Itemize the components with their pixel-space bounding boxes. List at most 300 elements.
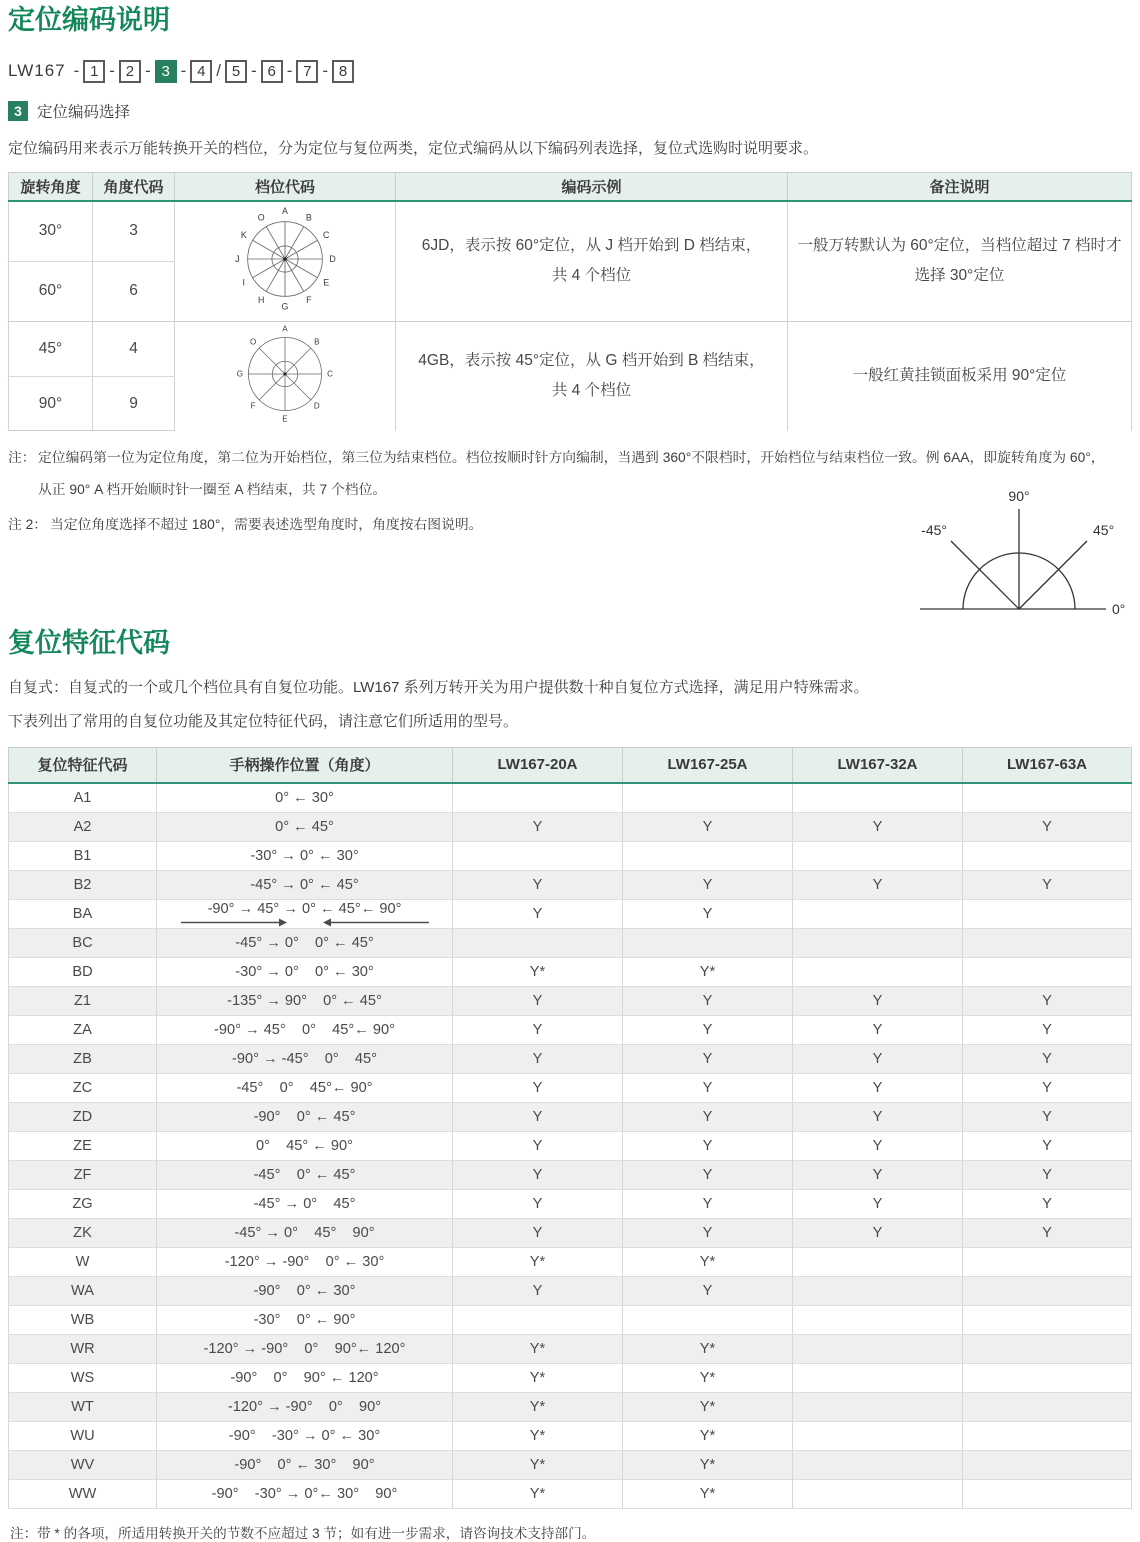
- handle-position-cell: [157, 1102, 453, 1131]
- applicable-cell-63a: [963, 1334, 1132, 1363]
- applicable-cell-25a: Y*: [623, 1363, 793, 1392]
- remark-line1: 一般万转默认为 60°定位，当档位超过 7 档时才: [797, 237, 1122, 255]
- handle-position-cell: [157, 986, 453, 1015]
- handle-position-text: -45° → 0° 0° ← 45°: [235, 934, 374, 951]
- applicable-cell-63a: Y: [963, 1073, 1132, 1102]
- reset-code-cell: ZB: [9, 1044, 157, 1073]
- dial-position-label: B: [305, 212, 312, 223]
- applicable-cell-25a: [623, 783, 793, 813]
- handle-position-cell: [157, 783, 453, 813]
- applicable-cell-20a: Y*: [453, 1421, 623, 1450]
- applicable-cell-20a: Y: [453, 986, 623, 1015]
- applicable-cell-63a: Y: [963, 1044, 1132, 1073]
- handle-position-cell: [157, 1131, 453, 1160]
- applicable-cell-63a: [963, 1247, 1132, 1276]
- angle-code-4: 4: [93, 321, 175, 376]
- reset-code-cell: WA: [9, 1276, 157, 1305]
- handle-position-cell: [157, 957, 453, 986]
- reset-code-cell: A2: [9, 812, 157, 841]
- note1-label: 注：: [8, 450, 36, 466]
- handle-position-cell: [157, 1160, 453, 1189]
- applicable-cell-32a: Y: [793, 1073, 963, 1102]
- reset-code-cell: Z1: [9, 986, 157, 1015]
- dial-position-label: F: [250, 401, 256, 411]
- angle-code-9: 9: [93, 376, 175, 430]
- dial-position-label: I: [242, 277, 246, 288]
- model-separator: -: [322, 61, 329, 81]
- applicable-cell-20a: Y: [453, 1044, 623, 1073]
- applicable-cell-32a: [793, 1392, 963, 1421]
- reset-code-cell: B1: [9, 841, 157, 870]
- applicable-cell-20a: [453, 783, 623, 813]
- dial-position-label: K: [240, 229, 247, 240]
- reset-code-cell: WU: [9, 1421, 157, 1450]
- table2-header-row: [9, 747, 1132, 783]
- col-header-code-example: 编码示例: [396, 172, 788, 201]
- col-header-lw167-20a: LW167-20A: [453, 747, 623, 783]
- reset-code-cell: ZD: [9, 1102, 157, 1131]
- applicable-cell-25a: Y*: [623, 1450, 793, 1479]
- angle-reference-diagram: [914, 475, 1130, 627]
- code-example-4gb: [396, 321, 788, 431]
- handle-position-text: -120° → -90° 0° 90°← 120°: [203, 1340, 406, 1357]
- handle-position-text: -90° → -45° 0° 45°: [231, 1050, 378, 1067]
- applicable-cell-25a: Y: [623, 1073, 793, 1102]
- applicable-cell-32a: Y: [793, 986, 963, 1015]
- applicable-cell-20a: [453, 841, 623, 870]
- handle-position-text: -30° → 0° 0° ← 30°: [235, 963, 374, 980]
- handle-position-text: -90° 0° ← 45°: [253, 1108, 356, 1125]
- col-header-rotation-angle: 旋转角度: [9, 172, 93, 201]
- model-separator: -: [180, 61, 187, 81]
- dial-position-label: E: [282, 414, 288, 424]
- applicable-cell-32a: [793, 1247, 963, 1276]
- handle-position-cell: [157, 1247, 453, 1276]
- applicable-cell-63a: [963, 1450, 1132, 1479]
- applicable-cell-63a: [963, 1305, 1132, 1334]
- handle-position-cell: [157, 1073, 453, 1102]
- applicable-cell-32a: [793, 1479, 963, 1508]
- applicable-cell-20a: Y: [453, 870, 623, 899]
- applicable-cell-63a: Y: [963, 1131, 1132, 1160]
- applicable-cell-63a: Y: [963, 1189, 1132, 1218]
- dial-position-label: D: [329, 253, 336, 264]
- handle-position-text: -45° 0° 45°← 90°: [236, 1079, 373, 1096]
- applicable-cell-20a: Y: [453, 1276, 623, 1305]
- table-row: [9, 1131, 1132, 1160]
- table1-row: [9, 201, 1132, 262]
- section2-paragraph1: 自复式：自复式的一个或几个档位具有自复位功能。LW167 系列万转开关为用户提供数十种自复位方式选择，满足用户特殊需求。: [8, 678, 869, 696]
- rotation-angle-45: 45°: [9, 321, 93, 376]
- dial-12-position-diagram: [175, 201, 396, 322]
- section2-paragraph2: 下表列出了常用的自复位功能及其定位特征代码，请注意它们所适用的型号。: [8, 712, 519, 730]
- table-row: [9, 1334, 1132, 1363]
- applicable-cell-32a: Y: [793, 812, 963, 841]
- note2-text: 当定位角度选择不超过 180°，需要表述选型角度时，角度按右图说明。: [50, 516, 483, 532]
- model-part: [177, 60, 213, 83]
- dial-position-label: F: [306, 294, 312, 305]
- reset-code-cell: ZK: [9, 1218, 157, 1247]
- col-header-angle-code: 角度代码: [93, 172, 175, 201]
- applicable-cell-32a: [793, 1334, 963, 1363]
- reset-code-cell: ZG: [9, 1189, 157, 1218]
- example-line2: 共 4 个档位: [551, 267, 632, 285]
- model-part: [70, 60, 106, 83]
- applicable-cell-63a: [963, 1421, 1132, 1450]
- handle-position-text: -90° -30° → 0° ← 30°: [228, 1427, 381, 1444]
- model-separator: -: [251, 61, 257, 81]
- handle-position-text: -90° 0° 90° ← 120°: [230, 1369, 379, 1386]
- angle-code-3: 3: [93, 201, 175, 262]
- applicable-cell-25a: Y*: [623, 957, 793, 986]
- dial-8-icon: [233, 323, 337, 425]
- applicable-cell-32a: [793, 841, 963, 870]
- col-header-remark: 备注说明: [788, 172, 1132, 201]
- note1-line2: 从正 90° A 档开始顺时针一圈至 A 档结束，共 7 个档位。: [38, 481, 387, 497]
- model-digit-box: 6: [261, 60, 283, 83]
- section-number-badge: 3: [8, 101, 28, 121]
- table-row: [9, 1421, 1132, 1450]
- model-part: [105, 60, 141, 83]
- applicable-cell-20a: Y*: [453, 1247, 623, 1276]
- applicable-cell-20a: Y: [453, 812, 623, 841]
- dial-position-label: D: [313, 401, 320, 411]
- handle-position-cell: [157, 1392, 453, 1421]
- applicable-cell-20a: Y: [453, 1073, 623, 1102]
- col-header-reset-code: 复位特征代码: [9, 747, 157, 783]
- applicable-cell-25a: Y*: [623, 1392, 793, 1421]
- handle-position-text: -135° → 90° 0° ← 45°: [227, 992, 382, 1009]
- example-line1: 4GB，表示按 45°定位，从 G 档开始到 B 档结束，: [418, 352, 765, 370]
- applicable-cell-32a: [793, 957, 963, 986]
- applicable-cell-20a: [453, 928, 623, 957]
- dial-position-label: E: [323, 277, 330, 288]
- applicable-cell-63a: [963, 899, 1132, 928]
- col-header-lw167-32a: LW167-32A: [793, 747, 963, 783]
- model-digit-box-highlighted: 3: [155, 60, 177, 83]
- positioning-code-table: [8, 172, 1132, 432]
- handle-position-text: -90° → 45° 0° 45°← 90°: [214, 1021, 395, 1038]
- table-row: [9, 1015, 1132, 1044]
- applicable-cell-25a: Y: [623, 812, 793, 841]
- applicable-cell-20a: Y*: [453, 1363, 623, 1392]
- model-digit-box: 1: [83, 60, 105, 83]
- applicable-cell-63a: [963, 1392, 1132, 1421]
- applicable-cell-20a: Y*: [453, 1392, 623, 1421]
- model-part-list: [70, 60, 354, 83]
- remark-line1: 一般红黄挂锁面板采用 90°定位: [852, 367, 1067, 385]
- model-separator: /: [216, 61, 222, 81]
- reset-code-cell: BC: [9, 928, 157, 957]
- model-part: [212, 60, 247, 83]
- applicable-cell-25a: Y: [623, 1160, 793, 1189]
- model-part: [318, 60, 354, 83]
- model-separator: -: [286, 61, 293, 81]
- note2-label: 注 2：: [8, 516, 48, 532]
- table-row: [9, 1276, 1132, 1305]
- applicable-cell-63a: Y: [963, 1218, 1132, 1247]
- applicable-cell-63a: [963, 1363, 1132, 1392]
- table2-footnote: 注：带 * 的各项，所适用转换开关的节数不应超过 3 节；如有进一步需求，请咨询技术支持部门。: [10, 1525, 596, 1541]
- applicable-cell-32a: [793, 783, 963, 813]
- reset-code-cell: ZA: [9, 1015, 157, 1044]
- applicable-cell-25a: Y: [623, 1102, 793, 1131]
- dial-position-label: O: [257, 212, 265, 223]
- applicable-cell-32a: [793, 1363, 963, 1392]
- handle-position-text: -120° → -90° 0° 90°: [227, 1398, 382, 1415]
- handle-position-cell: [157, 870, 453, 899]
- handle-position-text: -90° 0° ← 30°: [253, 1282, 356, 1299]
- applicable-cell-20a: Y: [453, 1102, 623, 1131]
- badge-label: 定位编码选择: [37, 103, 131, 121]
- model-digit-box: 8: [332, 60, 354, 83]
- note1-line1: 定位编码第一位为定位角度，第二位为开始档位，第三位为结束档位。档位按顺时针方向编制，当遇到 360°不限档时，开始档位与结束档位一致。例 6AA，即旋转角度为 60°，: [38, 450, 1105, 466]
- remark-60deg: [788, 201, 1132, 322]
- applicable-cell-20a: Y*: [453, 1450, 623, 1479]
- reset-code-cell: WV: [9, 1450, 157, 1479]
- reset-code-cell: WW: [9, 1479, 157, 1508]
- table-row: [9, 1073, 1132, 1102]
- dial-12-icon: [228, 203, 342, 315]
- applicable-cell-25a: Y: [623, 1044, 793, 1073]
- handle-position-cell: [157, 1276, 453, 1305]
- reset-code-cell: A1: [9, 783, 157, 813]
- applicable-cell-20a: Y*: [453, 957, 623, 986]
- handle-position-cell: [157, 1421, 453, 1450]
- rotation-angle-90: 90°: [9, 376, 93, 430]
- reset-code-cell: BD: [9, 957, 157, 986]
- handle-position-text: -45° → 0° 45° 90°: [234, 1224, 375, 1241]
- dial-position-label: B: [314, 337, 320, 347]
- reset-code-cell: WB: [9, 1305, 157, 1334]
- applicable-cell-32a: Y: [793, 1160, 963, 1189]
- applicable-cell-25a: [623, 928, 793, 957]
- model-code-line: [8, 60, 1140, 83]
- model-part: [247, 60, 283, 83]
- code-example-6jd: [396, 201, 788, 322]
- remark-line2: 选择 30°定位: [914, 267, 1005, 285]
- table-row: [9, 812, 1132, 841]
- model-separator: -: [144, 61, 151, 81]
- applicable-cell-25a: Y*: [623, 1421, 793, 1450]
- reset-code-cell: ZC: [9, 1073, 157, 1102]
- applicable-cell-20a: Y: [453, 1131, 623, 1160]
- reset-code-cell: WT: [9, 1392, 157, 1421]
- angle-90-label: 90°: [1008, 488, 1030, 505]
- applicable-cell-25a: Y: [623, 986, 793, 1015]
- example-line1: 6JD，表示按 60°定位，从 J 档开始到 D 档结束，: [421, 237, 762, 255]
- section2-title: 复位特征代码: [8, 628, 170, 659]
- applicable-cell-63a: Y: [963, 870, 1132, 899]
- remark-90deg: [788, 321, 1132, 431]
- model-separator: -: [109, 61, 115, 81]
- table1-row: [9, 321, 1132, 376]
- badge-line: [8, 100, 1140, 122]
- applicable-cell-32a: Y: [793, 1218, 963, 1247]
- applicable-cell-25a: Y*: [623, 1334, 793, 1363]
- applicable-cell-20a: Y*: [453, 1334, 623, 1363]
- angle-45-label: 45°: [1093, 522, 1115, 539]
- applicable-cell-32a: Y: [793, 1131, 963, 1160]
- applicable-cell-20a: Y: [453, 1160, 623, 1189]
- applicable-cell-32a: Y: [793, 870, 963, 899]
- handle-position-text: -120° → -90° 0° ← 30°: [224, 1253, 385, 1270]
- model-part: [283, 60, 319, 83]
- rotation-angle-30: 30°: [9, 201, 93, 262]
- table1-header-row: [9, 172, 1132, 201]
- dial-position-label: O: [250, 337, 257, 347]
- model-digit-box: 7: [296, 60, 318, 83]
- table-row: [9, 1479, 1132, 1508]
- handle-position-cell: [157, 841, 453, 870]
- handle-position-cell: [157, 1334, 453, 1363]
- handle-position-text: 0° 45° ← 90°: [255, 1137, 353, 1154]
- handle-position-text: -90° 0° ← 30° 90°: [234, 1456, 375, 1473]
- table-row: [9, 1189, 1132, 1218]
- dial-position-label: A: [282, 205, 288, 216]
- dial-position-label: C: [327, 369, 333, 379]
- dial-8-position-diagram: [175, 321, 396, 431]
- table-row: [9, 1247, 1132, 1276]
- handle-position-cell: [157, 1479, 453, 1508]
- table-row: [9, 1392, 1132, 1421]
- applicable-cell-25a: Y: [623, 870, 793, 899]
- applicable-cell-32a: [793, 928, 963, 957]
- table-row: [9, 870, 1132, 899]
- handle-position-cell: [157, 1189, 453, 1218]
- applicable-cell-25a: Y: [623, 1131, 793, 1160]
- col-header-lw167-63a: LW167-63A: [963, 747, 1132, 783]
- dial-position-label: A: [282, 324, 288, 334]
- reset-code-cell: ZF: [9, 1160, 157, 1189]
- applicable-cell-20a: Y*: [453, 1479, 623, 1508]
- applicable-cell-25a: [623, 841, 793, 870]
- applicable-cell-63a: Y: [963, 1160, 1132, 1189]
- applicable-cell-25a: Y: [623, 899, 793, 928]
- applicable-cell-63a: Y: [963, 1102, 1132, 1131]
- applicable-cell-63a: [963, 957, 1132, 986]
- handle-position-text: -45° → 0° ← 45°: [250, 876, 359, 893]
- table-row: [9, 899, 1132, 928]
- handle-position-cell: [157, 1363, 453, 1392]
- handle-position-text: -45° 0° ← 45°: [253, 1166, 356, 1183]
- reset-table-body: [9, 783, 1132, 1509]
- applicable-cell-63a: Y: [963, 986, 1132, 1015]
- handle-position-cell: [157, 928, 453, 957]
- applicable-cell-32a: Y: [793, 1102, 963, 1131]
- rotation-angle-60: 60°: [9, 262, 93, 322]
- applicable-cell-32a: [793, 899, 963, 928]
- reset-code-cell: W: [9, 1247, 157, 1276]
- handle-position-text: -30° 0° ← 90°: [253, 1311, 356, 1328]
- applicable-cell-32a: Y: [793, 1044, 963, 1073]
- table-row: [9, 1363, 1132, 1392]
- dial-position-label: G: [281, 301, 289, 312]
- reset-code-cell: WS: [9, 1363, 157, 1392]
- notes-section: [8, 447, 1132, 617]
- direction-arrows-icon: [177, 918, 433, 927]
- applicable-cell-32a: [793, 1450, 963, 1479]
- handle-position-text: 0° ← 45°: [275, 818, 334, 835]
- handle-position-text: -90° → 45° → 0° ← 45°← 90°: [207, 900, 402, 917]
- handle-position-cell: [157, 1044, 453, 1073]
- col-header-lw167-25a: LW167-25A: [623, 747, 793, 783]
- applicable-cell-25a: Y: [623, 1276, 793, 1305]
- model-digit-box: 4: [190, 60, 212, 83]
- table-row: [9, 1044, 1132, 1073]
- handle-position-text: -90° -30° → 0°← 30° 90°: [211, 1485, 398, 1502]
- applicable-cell-63a: Y: [963, 1015, 1132, 1044]
- applicable-cell-63a: [963, 783, 1132, 813]
- model-digit-box: 2: [119, 60, 141, 83]
- intro-paragraph: 定位编码用来表示万能转换开关的档位，分为定位与复位两类，定位式编码从以下编码列表选择，复位式选购时说明要求。: [8, 139, 819, 157]
- applicable-cell-25a: Y*: [623, 1479, 793, 1508]
- angle-code-6: 6: [93, 262, 175, 322]
- dial-position-label: G: [236, 369, 244, 379]
- applicable-cell-20a: Y: [453, 1189, 623, 1218]
- model-prefix: LW167: [8, 61, 66, 81]
- applicable-cell-32a: Y: [793, 1015, 963, 1044]
- dial-position-label: H: [257, 294, 265, 305]
- table-row: [9, 1102, 1132, 1131]
- handle-position-text: 0° ← 30°: [275, 789, 334, 806]
- applicable-cell-25a: Y: [623, 1218, 793, 1247]
- applicable-cell-32a: [793, 1276, 963, 1305]
- model-part: [141, 60, 177, 83]
- table-row: [9, 1305, 1132, 1334]
- applicable-cell-20a: Y: [453, 1015, 623, 1044]
- model-digit-box: 5: [225, 60, 247, 83]
- applicable-cell-20a: [453, 1305, 623, 1334]
- reset-code-cell: ZE: [9, 1131, 157, 1160]
- table-row: [9, 1218, 1132, 1247]
- model-separator: -: [73, 61, 80, 81]
- applicable-cell-32a: Y: [793, 1189, 963, 1218]
- handle-position-cell: [157, 1305, 453, 1334]
- dial-position-label: C: [323, 229, 330, 240]
- handle-position-cell: [157, 899, 453, 928]
- example-line2: 共 4 个档位: [551, 382, 632, 400]
- applicable-cell-63a: [963, 928, 1132, 957]
- table-row: [9, 928, 1132, 957]
- reset-code-cell: B2: [9, 870, 157, 899]
- applicable-cell-25a: [623, 1305, 793, 1334]
- applicable-cell-25a: Y: [623, 1015, 793, 1044]
- angle-neg45-label: -45°: [921, 522, 947, 539]
- table-row: [9, 957, 1132, 986]
- section1-title: 定位编码说明: [8, 5, 170, 35]
- handle-position-cell: [157, 1218, 453, 1247]
- applicable-cell-25a: Y*: [623, 1247, 793, 1276]
- col-header-handle-position: 手柄操作位置（角度）: [157, 747, 453, 783]
- applicable-cell-63a: Y: [963, 812, 1132, 841]
- handle-position-text: -30° → 0° ← 30°: [250, 847, 359, 864]
- col-header-gear-code: 档位代码: [175, 172, 396, 201]
- applicable-cell-32a: [793, 1421, 963, 1450]
- reset-code-cell: BA: [9, 899, 157, 928]
- applicable-cell-20a: Y: [453, 899, 623, 928]
- table-row: [9, 1160, 1132, 1189]
- applicable-cell-20a: Y: [453, 1218, 623, 1247]
- table-row: [9, 783, 1132, 813]
- applicable-cell-63a: [963, 1276, 1132, 1305]
- angle-0-label: 0°: [1112, 601, 1126, 618]
- applicable-cell-25a: Y: [623, 1189, 793, 1218]
- applicable-cell-63a: [963, 841, 1132, 870]
- handle-position-cell: [157, 1450, 453, 1479]
- table-row: [9, 841, 1132, 870]
- handle-position-cell: [157, 812, 453, 841]
